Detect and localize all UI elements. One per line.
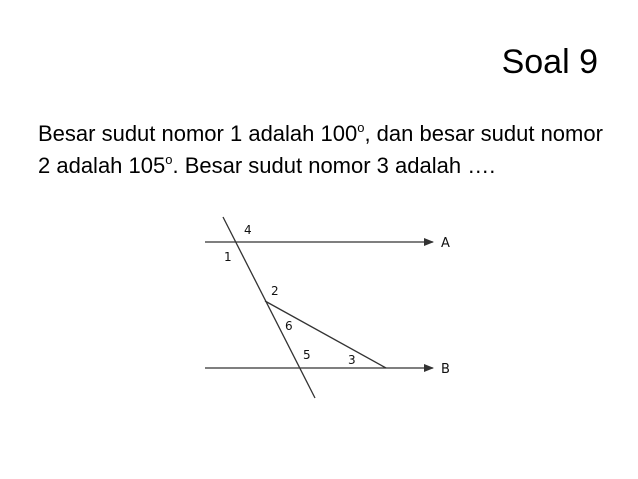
line-label-b: B [441, 362, 450, 377]
question-part-1: Besar sudut nomor 1 adalah 100 [38, 121, 358, 146]
angle-label-4: 4 [244, 223, 252, 237]
question-text [38, 118, 608, 182]
line-label-a: A [441, 236, 450, 251]
transversal-line [223, 217, 315, 398]
slide-title: Soal 9 [501, 43, 598, 81]
angle-label-1: 1 [224, 250, 232, 264]
geometry-figure [195, 212, 470, 402]
angle-diagram [195, 212, 470, 402]
question-part-2: , dan besar sudut nomor 2 adalah 105 [38, 121, 603, 178]
angle-label-3: 3 [348, 353, 356, 367]
angle-label-6: 6 [285, 319, 293, 333]
angle-label-2: 2 [271, 284, 279, 298]
degree-superscript-1: o [357, 120, 365, 135]
degree-superscript-2: o [165, 152, 173, 167]
question-part-3: . Besar sudut nomor 3 adalah …. [172, 153, 496, 178]
angle-label-5: 5 [303, 348, 311, 362]
